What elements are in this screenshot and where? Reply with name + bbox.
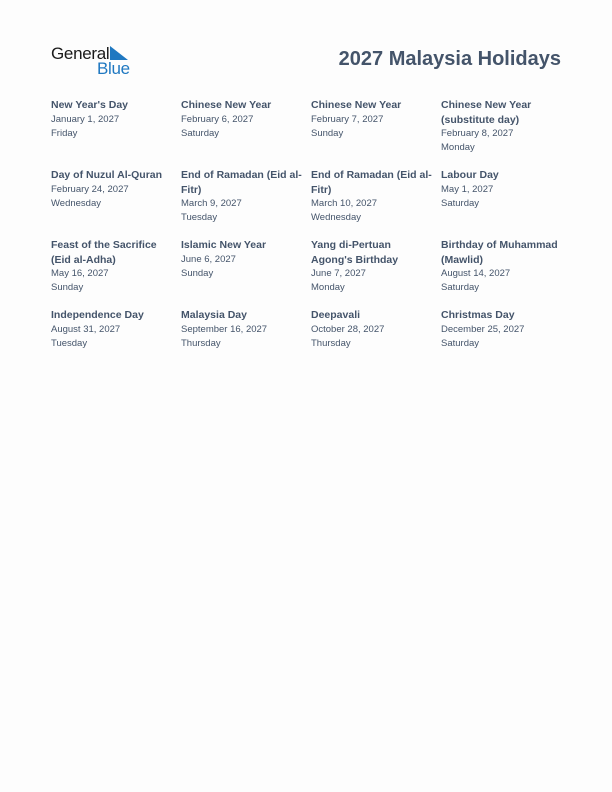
holiday-date: August 31, 2027 [51,323,121,335]
holiday-weekday: Sunday [311,127,344,139]
holiday-name: Chinese New Year [181,99,272,111]
page-title: 2027 Malaysia Holidays [338,48,561,70]
holiday-weekday: Wednesday [51,197,101,209]
holiday-name: Chinese New Year (substitute day) [441,99,532,126]
holiday-date: June 6, 2027 [181,253,236,265]
holiday-item [441,238,571,308]
logo-general-text: General [51,44,110,63]
holiday-weekday: Friday [51,127,78,139]
holiday-date: March 10, 2027 [311,198,378,209]
holiday-item [311,168,441,238]
holiday-weekday: Monday [441,142,475,153]
logo-triangle-icon [110,46,128,60]
holiday-grid [51,98,571,378]
holiday-name: Day of Nuzul Al-Quran [51,169,163,181]
holiday-name: Christmas Day [441,309,515,321]
holiday-weekday: Wednesday [311,212,361,223]
holiday-item [51,98,181,168]
holiday-weekday: Monday [311,282,345,293]
holiday-date: December 25, 2027 [441,323,525,335]
holiday-name: End of Ramadan (Eid al-Fitr) [311,169,432,196]
holiday-name: Labour Day [441,169,499,181]
holiday-date: February 24, 2027 [51,183,129,195]
holiday-weekday: Tuesday [181,212,218,223]
holiday-date: August 14, 2027 [441,268,511,279]
holiday-item [441,168,571,238]
holiday-name: Islamic New Year [181,239,267,251]
holiday-name: Malaysia Day [181,309,247,321]
holiday-item [51,238,181,308]
holiday-item [51,308,181,378]
holiday-name: End of Ramadan (Eid al-Fitr) [181,169,302,196]
holiday-date: February 8, 2027 [441,128,514,139]
generalblue-logo [51,44,141,80]
holiday-date: March 9, 2027 [181,198,242,209]
holiday-item [441,98,571,168]
holiday-item [311,308,441,378]
holiday-weekday: Saturday [441,282,480,293]
holiday-row [51,238,571,308]
holiday-row [51,98,571,168]
holiday-name: Chinese New Year [311,99,402,111]
holiday-item [181,168,311,238]
holiday-name: Yang di-Pertuan Agong's Birthday [311,239,399,266]
holiday-row [51,308,571,378]
holiday-item [311,238,441,308]
holiday-date: September 16, 2027 [181,323,268,335]
holiday-name: Deepavali [311,309,361,321]
holiday-weekday: Thursday [311,337,351,349]
holiday-date: October 28, 2027 [311,323,385,335]
holiday-name: Birthday of Muhammad (Mawlid) [441,239,558,266]
holiday-item [181,98,311,168]
holiday-date: February 6, 2027 [181,113,254,125]
holiday-weekday: Sunday [181,267,214,279]
holiday-item [441,308,571,378]
holiday-row [51,168,571,238]
holiday-item [181,238,311,308]
holiday-name: New Year's Day [51,99,129,111]
holiday-weekday: Thursday [181,337,221,349]
holiday-item [51,168,181,238]
holiday-name: Feast of the Sacrifice (Eid al-Adha) [51,239,157,266]
holiday-weekday: Saturday [441,197,480,209]
holiday-date: January 1, 2027 [51,113,120,125]
holiday-item [181,308,311,378]
holiday-weekday: Sunday [51,282,84,293]
holiday-date: February 7, 2027 [311,113,384,125]
holiday-weekday: Saturday [181,127,220,139]
holiday-name: Independence Day [51,309,144,321]
holiday-date: June 7, 2027 [311,268,366,279]
holiday-date: May 1, 2027 [441,183,494,195]
holiday-date: May 16, 2027 [51,268,109,279]
holiday-item [311,98,441,168]
logo-blue-text: Blue [97,59,130,78]
holiday-weekday: Tuesday [51,337,88,349]
holiday-weekday: Saturday [441,337,480,349]
